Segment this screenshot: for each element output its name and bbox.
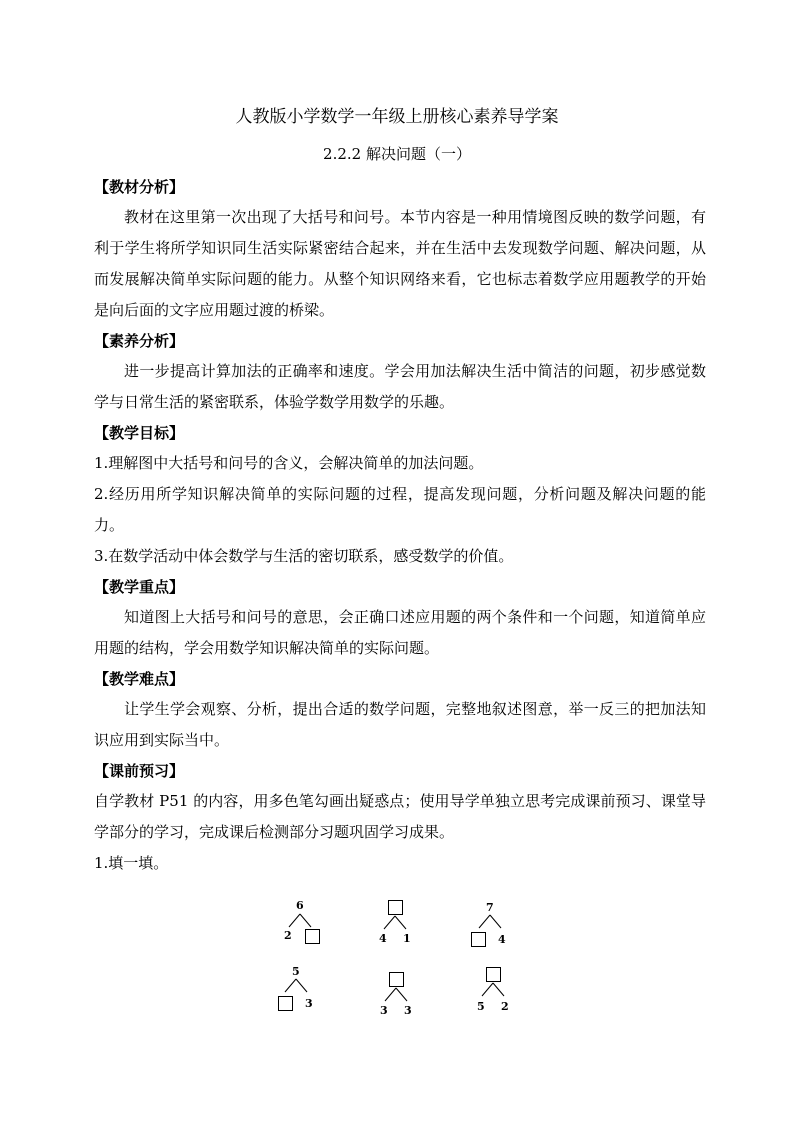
section-heading-literacy-analysis: 【素养分析】 (94, 332, 185, 350)
bond-2-left: 4 (379, 932, 387, 945)
section-heading-key-points: 【教学重点】 (94, 578, 185, 596)
bond-1-left: 2 (284, 929, 292, 942)
document-body (94, 172, 706, 879)
bond-1-right-blank[interactable] (305, 929, 320, 944)
key-points-paragraph: 知道图上大括号和问号的意思，会正确口述应用题的两个条件和一个问题，知道简单应用题的结构，学会用数学知识解决简单的实际问题。 (94, 608, 706, 657)
document-title: 人教版小学数学一年级上册核心素养导学案 (235, 107, 559, 127)
bond-4-right: 3 (305, 997, 313, 1010)
exercise-fill-in-label: 1.填一填。 (94, 854, 169, 872)
bond-3-right: 4 (498, 933, 506, 946)
bond-6-top-blank[interactable] (486, 967, 501, 982)
bond-5-top-blank[interactable] (389, 972, 404, 987)
section-heading-difficulties: 【教学难点】 (94, 670, 185, 688)
section-heading-preview: 【课前预习】 (94, 762, 185, 780)
bond-3-top: 7 (486, 901, 494, 914)
bond-4-left-blank[interactable] (278, 996, 293, 1011)
preview-instructions: 自学教材 P51 的内容，用多色笔勾画出疑惑点；使用导学单独立思考完成课前预习、课堂导学部分的学习，完成课后检测部分习题巩固学习成果。 (94, 792, 706, 841)
bond-2-top-blank[interactable] (388, 900, 403, 915)
bond-1-top: 6 (296, 899, 304, 912)
textbook-analysis-paragraph: 教材在这里第一次出现了大括号和问号。本节内容是一种用情境图反映的数学问题，有利于学生将所学知识同生活实际紧密结合起来，并在生活中去发现数学问题、解决问题，从而发展解决简单实际问题的能力。从整个知识网络来看，它也标志着数学应用题教学的开始是向后面的文字应用题过渡的桥梁。 (94, 208, 706, 319)
document-subtitle: 2.2.2 解决问题（一） (323, 145, 471, 163)
bond-4-top: 5 (292, 965, 300, 978)
teaching-goal-1: 1.理解图中大括号和问号的含义，会解决简单的加法问题。 (94, 454, 484, 472)
bond-6-left: 5 (477, 1000, 485, 1013)
section-heading-textbook-analysis: 【教材分析】 (94, 178, 185, 196)
literacy-analysis-paragraph: 进一步提高计算加法的正确率和速度。学会用加法解决生活中简洁的问题，初步感觉数学与日常生活的紧密联系，体验学数学用数学的乐趣。 (94, 362, 706, 411)
bond-6-right: 2 (501, 1000, 509, 1013)
teaching-goal-2: 2.经历用所学知识解决简单的实际问题的过程，提高发现问题，分析问题及解决问题的能力。 (94, 485, 706, 534)
section-heading-teaching-goals: 【教学目标】 (94, 424, 185, 442)
bond-5-right: 3 (404, 1004, 412, 1017)
bond-5-left: 3 (380, 1004, 388, 1017)
teaching-goal-3: 3.在数学活动中体会数学与生活的密切联系，感受数学的价值。 (94, 547, 514, 565)
difficulties-paragraph: 让学生学会观察、分析，提出合适的数学问题，完整地叙述图意，举一反三的把加法知识应用到实际当中。 (94, 700, 706, 749)
bond-2-right: 1 (403, 932, 411, 945)
bond-3-left-blank[interactable] (471, 932, 486, 947)
